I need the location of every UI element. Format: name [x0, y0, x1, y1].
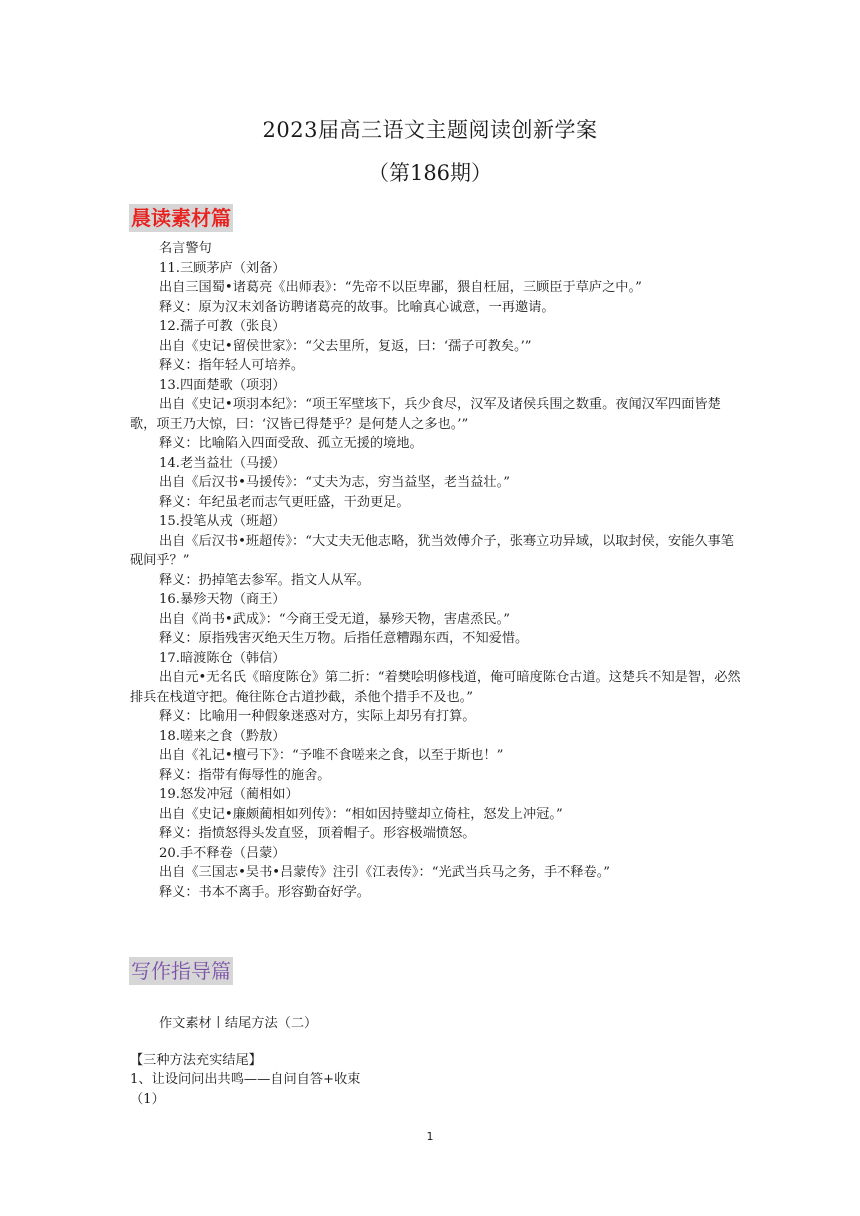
entry-source: 出自《三国志•吴书•吕蒙传》注引《江表传》：“光武当兵马之务，手不释卷。” [159, 865, 611, 880]
entry-title: 11.三顾茅庐（刘备） [159, 260, 286, 276]
method-heading: 【三种方法充实结尾】 [130, 1052, 262, 1068]
entry-source: 出自元•无名氏《暗度陈仓》第二折：“着樊哙明修栈道，俺可暗度陈仓古道。这楚兵不知是智，必然排兵在栈道守把。俺往陈仓古道抄截，杀他个措手不及也。” [130, 670, 741, 705]
entry-source: 出自《后汉书•班超传》：“大丈夫无他志略，犹当效傅介子，张骞立功异域，以取封侯，安能久事笔砚间乎？” [130, 533, 734, 568]
method-1-item: （1） [130, 1091, 165, 1107]
entry-title: 20.手不释卷（吕蒙） [159, 845, 286, 861]
section-heading-writing-guide: 写作指导篇 [131, 959, 231, 983]
section-heading-morning-reading: 晨读素材篇 [131, 206, 231, 230]
entry-meaning: 释义：比喻陷入四面受敌、孤立无援的境地。 [159, 436, 423, 451]
entry-meaning: 释义：指带有侮辱性的施舍。 [159, 767, 331, 783]
entry-meaning: 释义：扔掉笔去参军。指文人从军。 [159, 572, 370, 588]
entry-source: 出自《史记•项羽本纪》：“项王军壁垓下，兵少食尽，汉军及诸侯兵围之数重。夜闻汉军四面皆楚歌，项王乃大惊，曰：‘汉皆已得楚乎？是何楚人之多也。’” [130, 397, 721, 432]
entry-meaning: 释义：年纪虽老而志气更旺盛，干劲更足。 [159, 494, 410, 510]
entry-source: 出自《史记•廉颇蔺相如列传》：“相如因持璧却立倚柱，怒发上冲冠。” [159, 806, 563, 822]
page-number: 1 [426, 1130, 434, 1143]
entry-source: 出自《尚书•武成》：“今商王受无道，暴殄天物，害虐烝民。” [159, 611, 510, 627]
entry-title: 18.嗟来之食（黔敖） [159, 728, 286, 744]
entry-source: 出自三国蜀•诸葛亮《出师表》：“先帝不以臣卑鄙，猥自枉屈，三顾臣于草庐之中。” [159, 280, 642, 295]
issue-number: （第186期） [367, 161, 493, 185]
entry-title: 16.暴殄天物（商王） [159, 592, 286, 607]
entry-title: 13.四面楚歌（项羽） [159, 377, 286, 393]
entry-title: 12.孺子可教（张良） [159, 319, 286, 334]
entry-meaning: 释义：指年轻人可培养。 [159, 358, 305, 373]
writing-topic: 作文素材丨结尾方法（二） [159, 1016, 318, 1031]
entry-title: 15.投笔从戎（班超） [159, 514, 286, 529]
document-title: 2023届高三语文主题阅读创新学案 [262, 118, 598, 142]
method-1: 1、让设问问出共鸣——自问自答+收束 [130, 1072, 361, 1087]
entry-source: 出自《史记•留侯世家》：“父去里所，复返，曰：‘孺子可教矣。’” [159, 338, 532, 354]
entry-meaning: 释义：原指残害灭绝天生万物。后指任意糟蹋东西，不知爱惜。 [159, 631, 529, 646]
section-intro: 名言警句 [159, 241, 212, 256]
entry-title: 17.暗渡陈仓（韩信） [159, 650, 286, 666]
section-writing-guide-body [130, 1014, 742, 1109]
entry-meaning: 释义：比喻用一种假象迷惑对方，实际上却另有打算。 [159, 709, 476, 724]
entry-meaning: 释义：指愤怒得头发直竖，顶着帽子。形容极端愤怒。 [159, 826, 476, 841]
section-morning-reading-body [130, 239, 742, 902]
entry-title: 14.老当益壮（马援） [159, 455, 286, 471]
entry-source: 出自《后汉书•马援传》：“丈夫为志，穷当益坚，老当益壮。” [159, 475, 510, 490]
entry-meaning: 释义：书本不离手。形容勤奋好学。 [159, 884, 370, 900]
entry-meaning: 释义：原为汉末刘备访聘诸葛亮的故事。比喻真心诚意，一再邀请。 [159, 299, 555, 315]
entry-source: 出自《礼记•檀弓下》：“予唯不食嗟来之食，以至于斯也！” [159, 748, 504, 763]
entry-title: 19.怒发冲冠（蔺相如） [159, 787, 299, 802]
